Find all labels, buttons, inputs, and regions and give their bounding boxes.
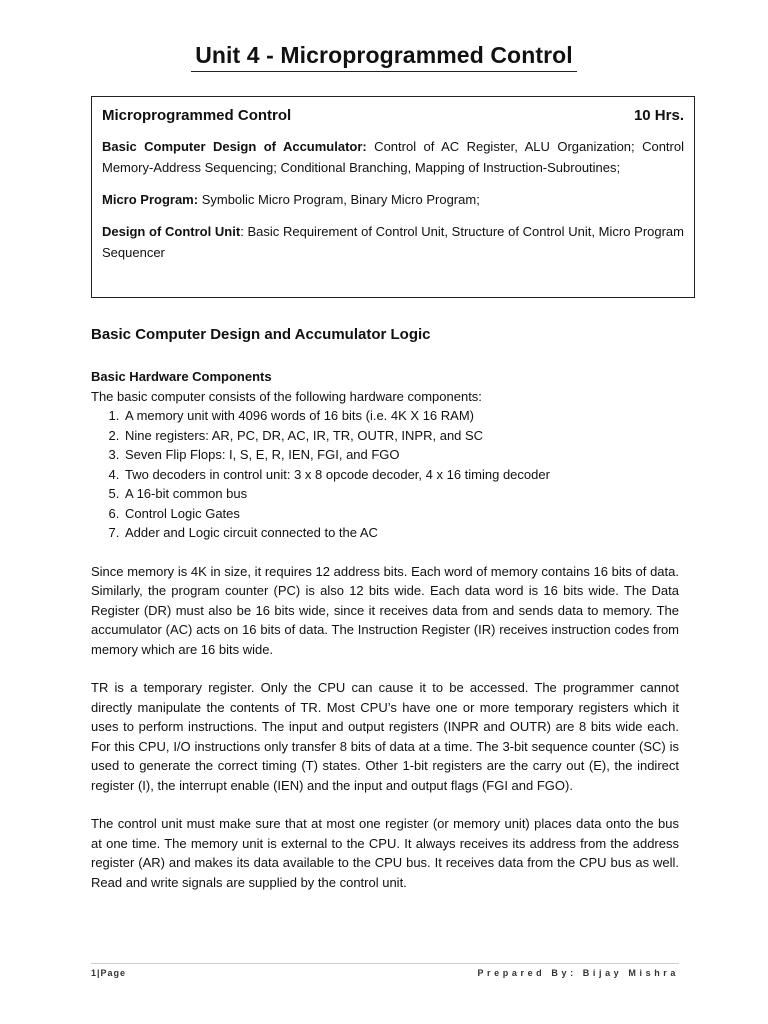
spacer <box>91 795 679 814</box>
syllabus-item-label: Design of Control Unit <box>102 224 241 239</box>
syllabus-hours: 10 Hrs. <box>633 107 684 124</box>
paragraph: TR is a temporary register. Only the CPU can cause it to be accessed. The programmer cannot directly manipulate the contents of TR. Most CPU’s have one or more temporary registers which it uses to perform instructions. The input and output registers (INPR and OUTR) are 8 bits wide each. For this CPU, I/O instructions only transfer 8 bits of data at a time. The 3-bit sequence counter (SC) is used to generate the correct timing (T) states. Other 1-bit registers are the carry out (E), the indirect register (I), the interrupt enable (IEN) and the input and output flags (FGI and FGO). <box>91 680 679 793</box>
paragraph: The control unit must make sure that at most one register (or memory unit) places data onto the bus at one time. The memory unit is external to the CPU. It always receives its address from the address register (AR) and makes its data available to the CPU bus. It receives data from the CPU bus as well. Read and write signals are supplied by the control unit. <box>91 816 679 890</box>
footer <box>91 968 679 978</box>
list-item: 2. Nine registers: AR, PC, DR, AC, IR, TR, OUTR, INPR, and SC <box>123 426 679 446</box>
intro-text: The basic computer consists of the following hardware components: <box>91 388 482 404</box>
syllabus-item-label: Basic Computer Design of Accumulator: <box>102 139 367 154</box>
list-item: 6. Control Logic Gates <box>123 504 679 524</box>
syllabus-item <box>102 189 684 210</box>
syllabus-item-text: : Basic Requirement of Control Unit, Structure of Control Unit, Micro Program Sequencer <box>102 224 684 260</box>
footer-divider <box>91 963 679 964</box>
page-title: Unit 4 - Microprogrammed Control <box>191 42 577 72</box>
list-item: 3. Seven Flip Flops: I, S, E, R, IEN, FGI, and FGO <box>123 445 679 465</box>
syllabus-header <box>102 107 684 124</box>
paragraph: Since memory is 4K in size, it requires 12 address bits. Each word of memory contains 16 bits of data. Similarly, the program counter (PC) is also 12 bits wide. Each data word is 16 bits wide. The Data Register (DR) must also be 16 bits wide, since it receives data from and sends data to memory. The accumulator (AC) acts on 16 bits of data. The Instruction Register (IR) receives instruction codes from memory which are 16 bits wide. <box>91 563 679 657</box>
syllabus-item-label: Micro Program: <box>102 192 199 207</box>
subheading: Basic Hardware Components <box>91 369 272 384</box>
syllabus-item-text: Symbolic Micro Program, Binary Micro Program; <box>198 192 480 207</box>
page-title-container <box>0 42 768 72</box>
syllabus-item-text: Control of AC Register, ALU Organization; Control Memory-Address Sequencing; Conditional Branching, Mapping of Instruction-Subroutines; <box>102 139 684 175</box>
syllabus-box <box>91 96 695 298</box>
page-number: 1|Page <box>91 968 127 978</box>
spacer <box>91 659 679 678</box>
list-item: 5. A 16-bit common bus <box>123 484 679 504</box>
syllabus-heading: Microprogrammed Control <box>102 107 292 124</box>
spacer <box>91 543 679 562</box>
list-item: 1. A memory unit with 4096 words of 16 bits (i.e. 4K X 16 RAM) <box>123 406 679 426</box>
list-item: 7. Adder and Logic circuit connected to the AC <box>123 523 679 543</box>
syllabus-item <box>102 221 684 263</box>
components-list <box>91 406 679 543</box>
author-credit: Prepared By: Bijay Mishra <box>477 968 679 978</box>
main-content <box>91 367 679 892</box>
syllabus-item <box>102 136 684 178</box>
list-item: 4. Two decoders in control unit: 3 x 8 opcode decoder, 4 x 16 timing decoder <box>123 465 679 485</box>
section-heading: Basic Computer Design and Accumulator Logic <box>91 326 431 343</box>
